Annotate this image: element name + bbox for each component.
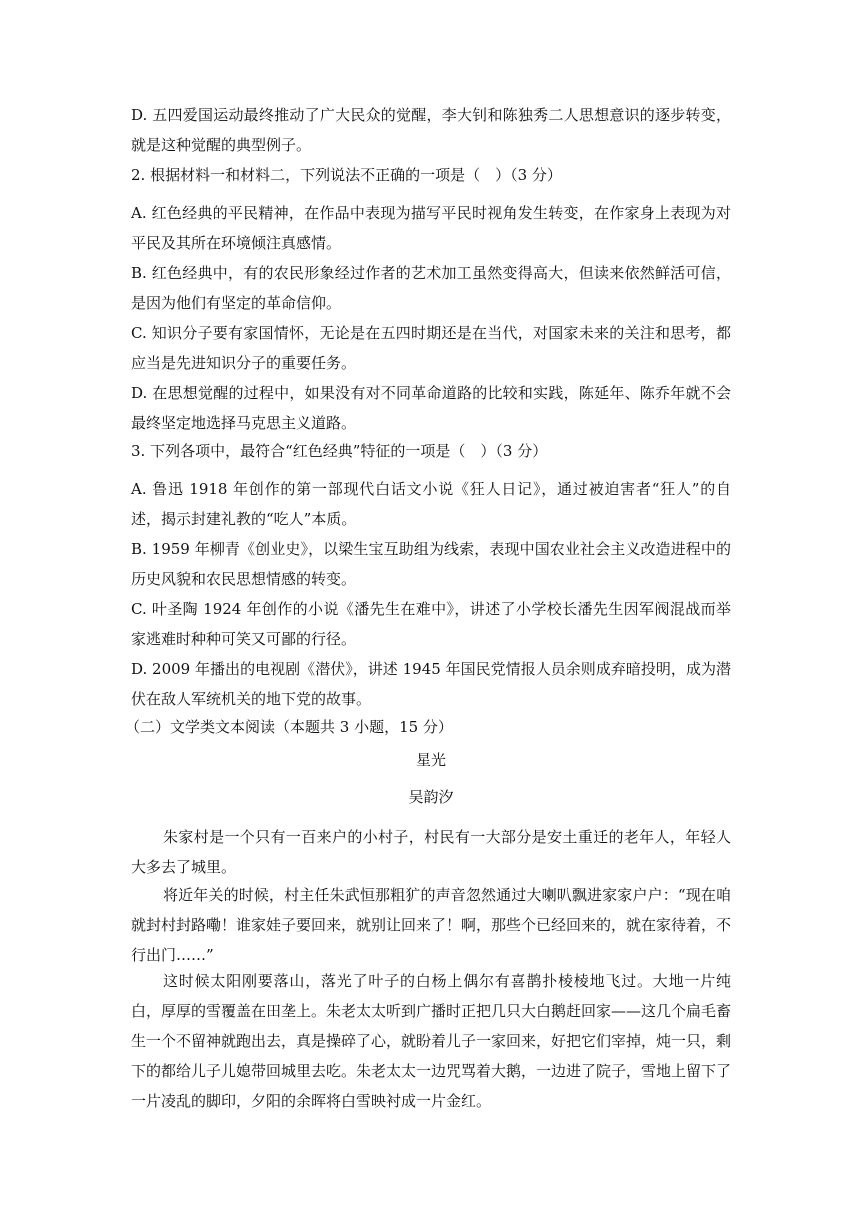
q3-option-c: C. 叶圣陶 1924 年创作的小说《潘先生在难中》，讲述了小学校长潘先生因军阀混战而举家逃难时种种可笑又可鄙的行径。	[131, 600, 731, 648]
q2-option-c: C. 知识分子要有家国情怀，无论是在五四时期还是在当代，对国家未来的关注和思考，都应当是先进知识分子的重要任务。	[131, 324, 731, 372]
q3-option-b: B. 1959 年柳青《创业史》，以梁生宝互助组为线索，表现中国农业社会主义改造进程中的历史风貌和农民思想情感的转变。	[131, 540, 731, 588]
q3-option-a: A. 鲁迅 1918 年创作的第一部现代白话文小说《狂人日记》，通过被迫害者“狂人”的自述，揭示封建礼教的“吃人”本质。	[131, 480, 731, 528]
story-paragraph-2: 将近年关的时候，村主任朱武恒那粗犷的声音忽然通过大喇叭飘进家家户户：“现在咱就封村封路嘞！谁家娃子要回来，就别让回来了！啊，那些个已经回来的，就在家待着，不行出门……”	[131, 886, 732, 964]
story-paragraph-3: 这时候太阳刚要落山，落光了叶子的白杨上偶尔有喜鹊扑棱棱地飞过。大地一片纯白，厚厚的雪覆盖在田垄上。朱老太太听到广播时正把几只大白鹅赶回家——这几个扁毛畜生一个不留神就跑出去，真是操碎了心，就盼着儿子一家回来，好把它们宰掉，炖一只，剩下的都给儿子儿媳带回城里去吃。朱老太太一边咒骂着大鹅，一边进了院子，雪地上留下了一片凌乱的脚印，夕阳的余晖将白雪映衬成一片金红。	[131, 972, 732, 1110]
q2-option-b: B. 红色经典中，有的农民形象经过作者的艺术加工虽然变得高大，但读来依然鲜活可信，是因为他们有坚定的革命信仰。	[131, 264, 731, 312]
q3-option-d: D. 2009 年播出的电视剧《潜伏》，讲述 1945 年国民党情报人员余则成弃暗投明，成为潜伏在敌人军统机关的地下党的故事。	[131, 660, 731, 708]
story-title: 星光	[415, 751, 446, 769]
story-paragraph-1: 朱家村是一个只有一百来户的小村子，村民有一大部分是安土重迁的老年人，年轻人大多去了城里。	[131, 828, 731, 876]
section-heading: （二）文学类文本阅读（本题共 3 小题，15 分）	[125, 718, 453, 736]
q2-option-a: A. 红色经典的平民精神，在作品中表现为描写平民时视角发生转变，在作家身上表现为对平民及其所在环境倾注真感情。	[131, 204, 731, 252]
q2-option-d: D. 在思想觉醒的过程中，如果没有对不同革命道路的比较和实践，陈延年、陈乔年就不会最终坚定地选择马克思主义道路。	[131, 384, 731, 432]
q3-stem: 3. 下列各项中，最符合“红色经典”特征的一项是（ ）（3 分）	[131, 442, 548, 460]
q1-option-d: D. 五四爱国运动最终推动了广大民众的觉醒，李大钊和陈独秀二人思想意识的逐步转变，就是这种觉醒的典型例子。	[131, 106, 731, 154]
q2-stem: 2. 根据材料一和材料二，下列说法不正确的一项是（ ）（3 分）	[131, 166, 562, 184]
story-author: 吴韵汐	[408, 788, 454, 806]
